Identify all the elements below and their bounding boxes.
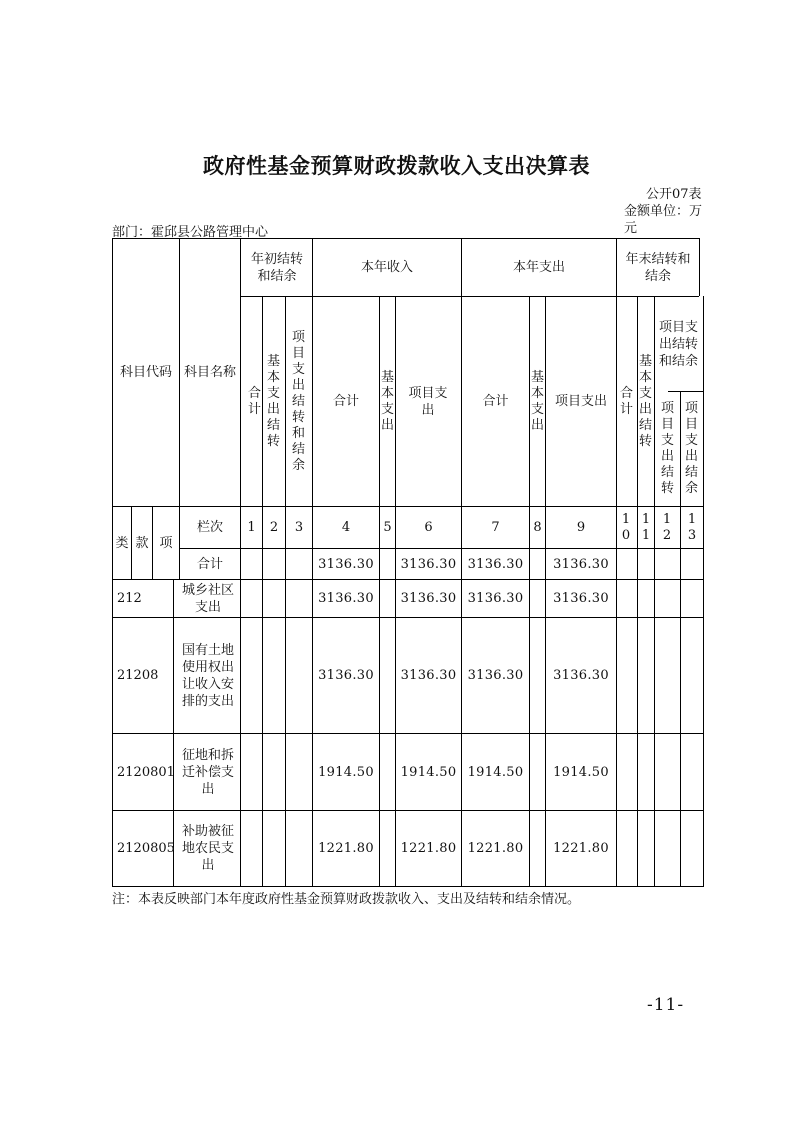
header-expense: 本年支出: [512, 260, 565, 275]
department-label: 部门：霍邱县公路管理中心: [112, 225, 269, 240]
header-income-project: 项目支出: [408, 385, 448, 418]
header-begin-balance: 年初结转和结余: [250, 251, 303, 284]
header-end-project-carry: 项目支出结转: [660, 401, 674, 496]
expense-total-value: 3136.30: [467, 591, 524, 606]
col-num: 6: [424, 520, 433, 535]
col-num: 11: [641, 511, 651, 543]
header-expense-basic: 基本支出: [530, 369, 544, 433]
col-num: 5: [383, 520, 392, 535]
income-project-value: 1914.50: [400, 764, 457, 780]
header-kuan: 款: [135, 535, 149, 551]
row-name: 补助被征地农民支出: [182, 824, 235, 873]
header-begin-total: 合计: [247, 385, 261, 417]
header-expense-total: 合计: [482, 394, 509, 409]
header-expense-project: 项目支出: [554, 394, 607, 409]
col-num: 9: [576, 520, 586, 535]
header-end-balance: 年末结转和结余: [625, 251, 691, 284]
row-name: 国有土地使用权出让收入安排的支出: [182, 642, 235, 709]
expense-total-value: 3136.30: [467, 668, 524, 683]
header-begin-project: 项目支出结转和结余: [291, 329, 305, 473]
row-name: 合计: [196, 556, 223, 572]
row-code: 2120805: [117, 841, 175, 856]
header-income-basic: 基本支出: [380, 369, 394, 433]
income-project-value: 3136.30: [400, 591, 457, 606]
expense-project-value: 1221.80: [553, 841, 609, 856]
header-end-total: 合计: [619, 385, 633, 417]
table-note: 注：本表反映部门本年度政府性基金预算财政拨款收入、支出及结转和结余情况。: [112, 892, 581, 907]
header-end-project: 项目支出结转和结余: [659, 319, 699, 369]
header-income: 本年收入: [360, 260, 413, 275]
col-num: 3: [294, 520, 304, 535]
expense-total-value: 1221.80: [467, 841, 524, 856]
income-total-value: 3136.30: [318, 591, 374, 606]
form-number: 公开07表: [646, 187, 702, 202]
col-num: 7: [491, 520, 500, 535]
row-code: 21208: [117, 668, 159, 683]
header-lei: 类: [115, 535, 129, 551]
expense-total-value: 3136.30: [467, 556, 524, 572]
expense-project-value: 3136.30: [553, 591, 609, 606]
header-subject-name: 科目名称: [184, 365, 237, 380]
header-xiang: 项: [159, 535, 173, 551]
income-total-value: 3136.30: [318, 668, 374, 683]
col-num: 4: [341, 520, 351, 535]
header-subject-code: 科目代码: [119, 365, 172, 380]
col-num: 13: [687, 511, 697, 543]
row-name: 征地和拆迁补偿支出: [182, 747, 235, 797]
income-total-value: 1221.80: [318, 841, 374, 856]
col-num: 8: [533, 520, 542, 535]
income-total-value: 3136.30: [318, 556, 374, 572]
row-name: 城乡社区支出: [182, 582, 235, 615]
col-num: 12: [662, 511, 672, 543]
amount-unit: 金额单位：万元: [624, 204, 703, 236]
col-num: 1: [247, 520, 256, 535]
expense-total-value: 1914.50: [467, 764, 524, 780]
income-project-value: 3136.30: [400, 668, 457, 683]
col-num: 2: [269, 520, 279, 535]
income-project-value: 3136.30: [400, 556, 457, 572]
header-income-total: 合计: [332, 394, 359, 409]
header-lanci: 栏次: [196, 520, 223, 535]
page-number: -11-: [647, 995, 685, 1015]
expense-project-value: 3136.30: [553, 668, 609, 683]
income-project-value: 1221.80: [400, 841, 457, 856]
row-code: 2120801: [117, 764, 175, 780]
header-end-basic: 基本支出结转: [638, 353, 652, 449]
row-code: 212: [117, 591, 142, 606]
col-num: 10: [621, 511, 631, 543]
page-title: 政府性基金预算财政拨款收入支出决算表: [203, 154, 590, 178]
header-end-project-balance: 项目支出结余: [684, 401, 698, 496]
expense-project-value: 3136.30: [553, 556, 609, 572]
income-total-value: 1914.50: [318, 764, 374, 780]
header-begin-basic-carry: 基本支出结转: [266, 353, 280, 449]
expense-project-value: 1914.50: [553, 764, 609, 780]
